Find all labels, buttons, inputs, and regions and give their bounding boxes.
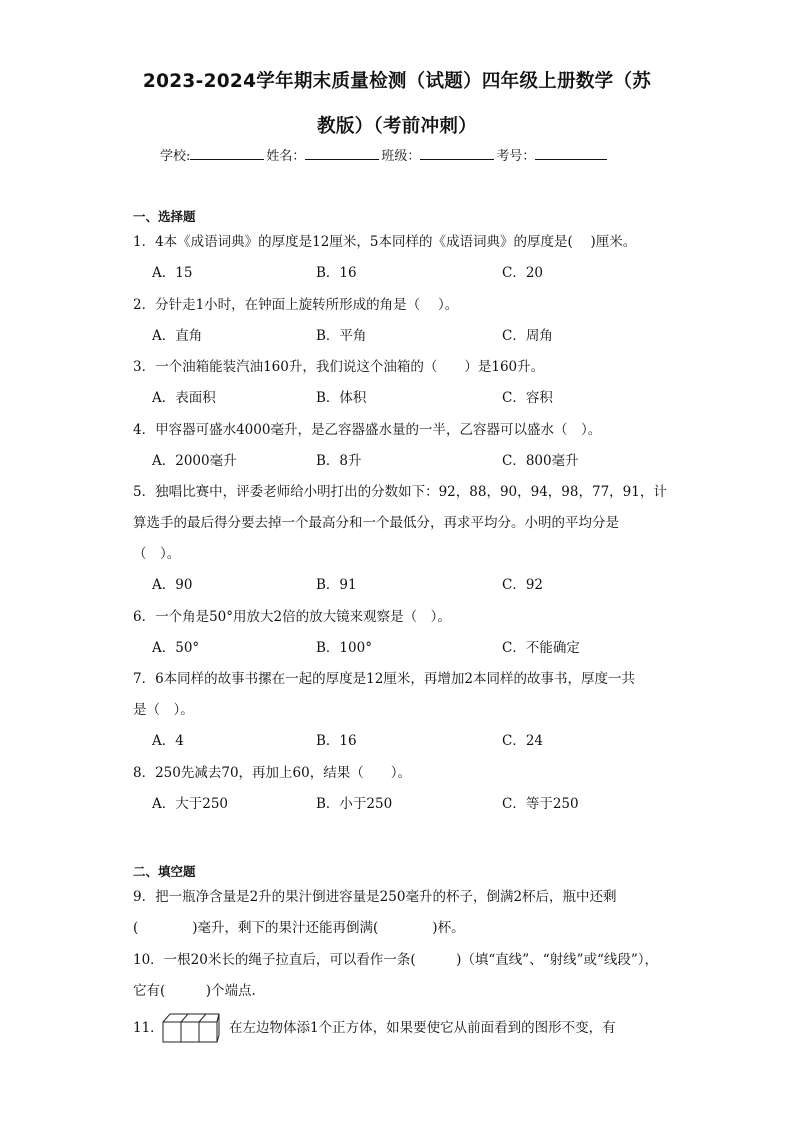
q8-option-c[interactable]: C．等于250 bbox=[502, 796, 579, 812]
school-blank[interactable] bbox=[190, 145, 264, 160]
question-10-line1: 10．一根20米长的绳子拉直后，可以看作一条( )（填“直线”、“射线”或“线段”）， bbox=[133, 952, 659, 968]
q7-option-a[interactable]: A．4 bbox=[152, 733, 184, 749]
q5-option-a[interactable]: A．90 bbox=[152, 577, 193, 593]
q3-option-c[interactable]: C．容积 bbox=[502, 390, 553, 406]
q8-option-b[interactable]: B．小于250 bbox=[316, 796, 393, 812]
q2-option-b[interactable]: B．平角 bbox=[316, 328, 367, 344]
question-7-line2: 是（ ）。 bbox=[133, 702, 194, 718]
number-label: 考号： bbox=[496, 149, 536, 164]
q3-option-a[interactable]: A．表面积 bbox=[152, 390, 216, 406]
question-6: 6．一个角是50°用放大2倍的放大镜来观察是（ ）。 bbox=[133, 609, 451, 625]
q6-option-c[interactable]: C．不能确定 bbox=[502, 640, 580, 656]
q8-option-a[interactable]: A．大于250 bbox=[152, 796, 229, 812]
cubes-figure-icon bbox=[162, 1010, 220, 1044]
q5-option-b[interactable]: B．91 bbox=[316, 577, 357, 593]
school-label: 学校: bbox=[160, 149, 191, 164]
question-5-line1: 5．独唱比赛中，评委老师给小明打出的分数如下：92，88，90，94，98，77，91，计 bbox=[133, 484, 667, 500]
q1-option-c[interactable]: C．20 bbox=[502, 265, 544, 281]
question-9-line2: ( )毫升，剩下的果汁还能再倒满( )杯。 bbox=[133, 920, 465, 936]
question-11-number: 11． bbox=[133, 1020, 164, 1036]
question-10-line2: 它有( )个端点. bbox=[133, 983, 256, 999]
class-label: 班级： bbox=[381, 149, 421, 164]
question-2: 2．分针走1小时，在钟面上旋转所形成的角是（ ）。 bbox=[133, 297, 459, 313]
question-11-text: 在左边物体添1个正方体，如果要使它从前面看到的图形不变，有 bbox=[229, 1020, 616, 1036]
section-heading-choice: 一、选择题 bbox=[133, 209, 196, 224]
exam-title-line1: 2023-2024学年期末质量检测（试题）四年级上册数学（苏 bbox=[142, 71, 652, 92]
q3-option-b[interactable]: B．体积 bbox=[316, 390, 367, 406]
student-info-row bbox=[160, 145, 640, 164]
section-heading-fill: 二、填空题 bbox=[133, 864, 196, 879]
question-7-line1: 7．6本同样的故事书摞在一起的厚度是12厘米，再增加2本同样的故事书，厚度一共 bbox=[133, 671, 635, 687]
question-4: 4．甲容器可盛水4000毫升，是乙容器盛水量的一半，乙容器可以盛水（ ）。 bbox=[133, 422, 602, 438]
q1-option-a[interactable]: A．15 bbox=[152, 265, 193, 281]
question-1: 1．4本《成语词典》的厚度是12厘米，5本同样的《成语词典》的厚度是( )厘米。 bbox=[133, 234, 637, 250]
question-9-line1: 9．把一瓶净含量是2升的果汁倒进容量是250毫升的杯子，倒满2杯后，瓶中还剩 bbox=[133, 889, 617, 905]
q1-option-b[interactable]: B．16 bbox=[316, 265, 357, 281]
q7-option-c[interactable]: C．24 bbox=[502, 733, 544, 749]
q4-option-c[interactable]: C．800毫升 bbox=[502, 453, 579, 469]
name-label: 姓名： bbox=[266, 149, 306, 164]
q4-option-b[interactable]: B．8升 bbox=[316, 453, 362, 469]
number-blank[interactable] bbox=[535, 145, 607, 160]
q2-option-c[interactable]: C．周角 bbox=[502, 328, 553, 344]
class-blank[interactable] bbox=[420, 145, 494, 160]
exam-title-line2: 教版）（考前冲刺） bbox=[317, 116, 477, 137]
question-3: 3．一个油箱能装汽油160升，我们说这个油箱的（ ）是160升。 bbox=[133, 359, 545, 375]
q6-option-b[interactable]: B．100° bbox=[316, 640, 372, 656]
q6-option-a[interactable]: A．50° bbox=[152, 640, 200, 656]
name-blank[interactable] bbox=[305, 145, 379, 160]
question-5-line2: 算选手的最后得分要去掉一个最高分和一个最低分，再求平均分。小明的平均分是 bbox=[133, 515, 619, 531]
q5-option-c[interactable]: C．92 bbox=[502, 577, 544, 593]
q7-option-b[interactable]: B．16 bbox=[316, 733, 357, 749]
q2-option-a[interactable]: A．直角 bbox=[152, 328, 203, 344]
q4-option-a[interactable]: A．2000毫升 bbox=[152, 453, 237, 469]
question-8: 8．250先减去70，再加上60，结果（ ）。 bbox=[133, 765, 411, 781]
question-5-line3: （ ）。 bbox=[133, 546, 181, 562]
